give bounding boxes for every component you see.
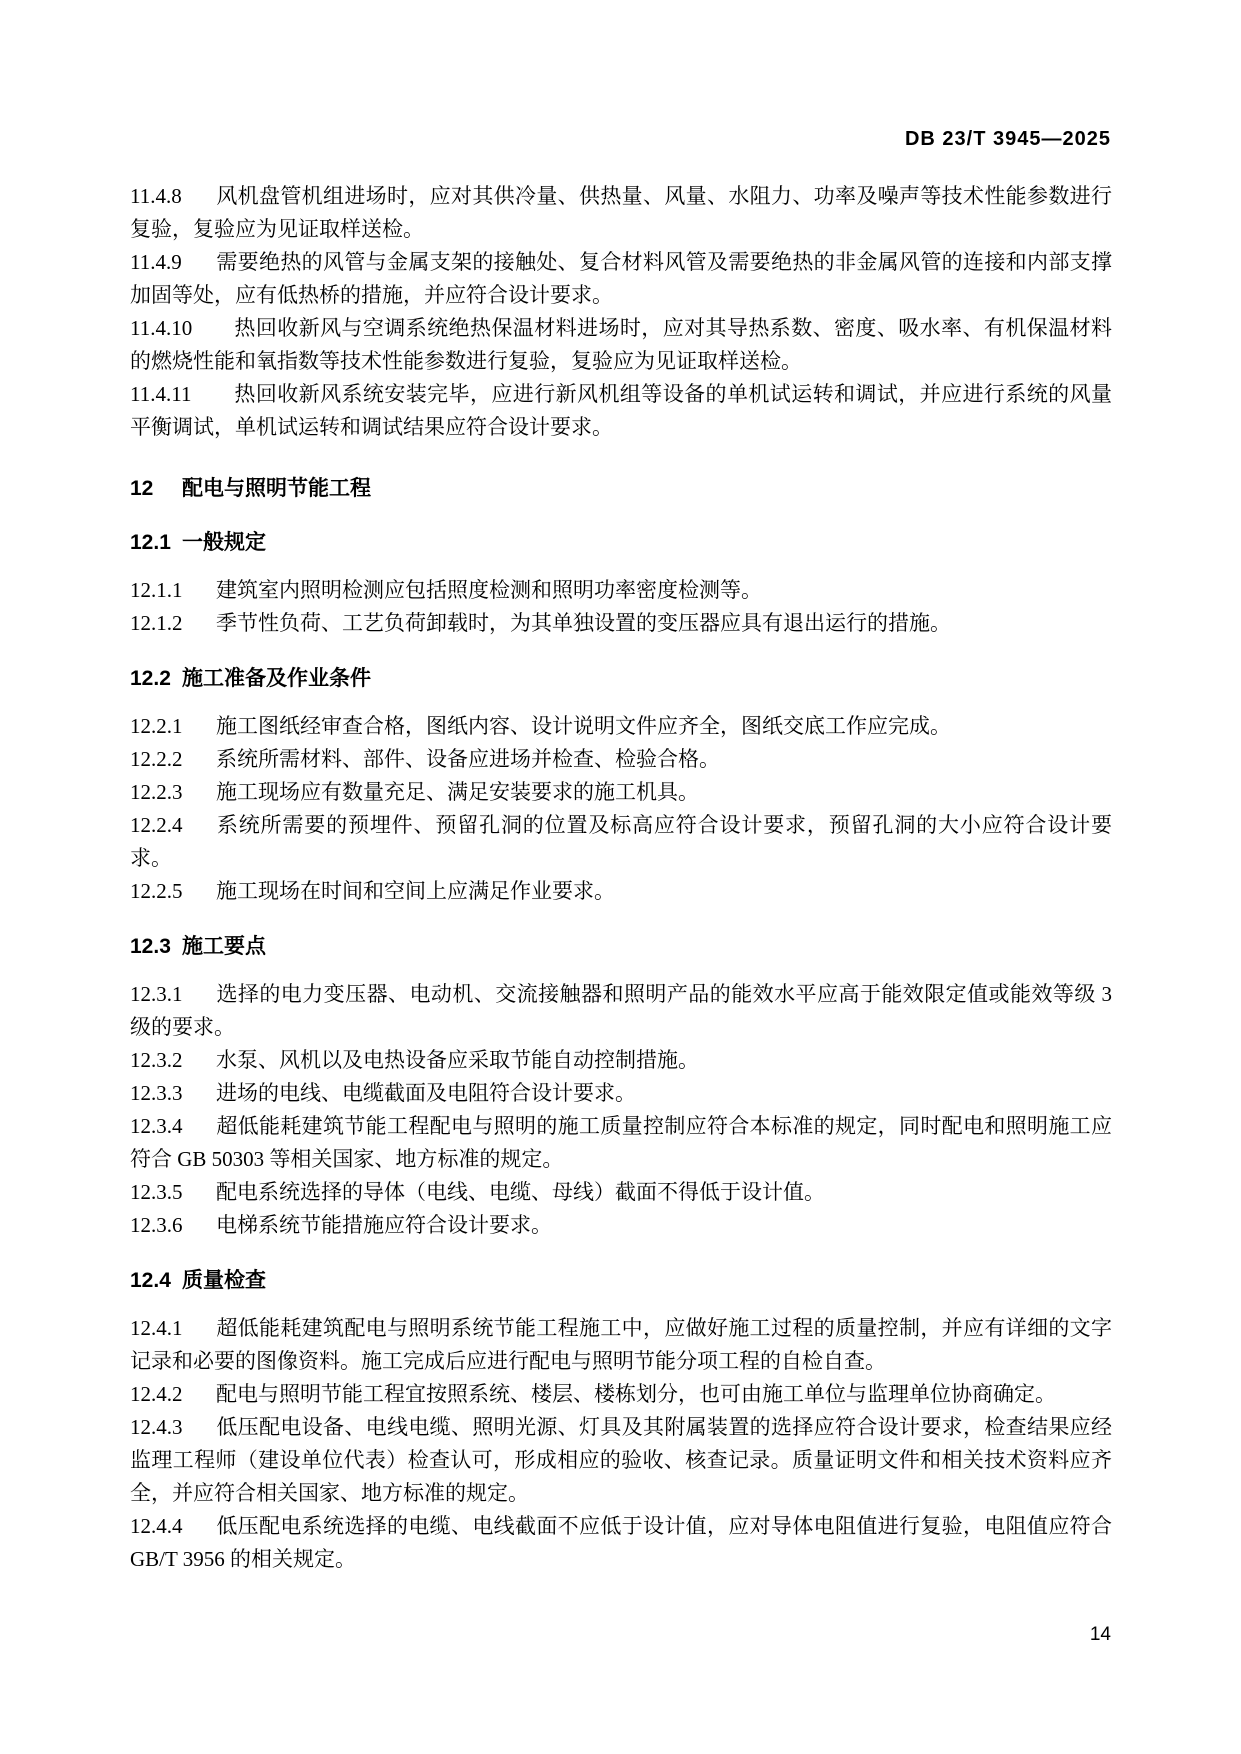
subsection-title: 施工准备及作业条件 <box>182 667 371 690</box>
clause-number: 11.4.10 <box>130 316 193 340</box>
clause-number: 12.1.1 <box>130 578 183 602</box>
clause-12-2-5 <box>130 875 1112 908</box>
clause-text: 季节性负荷、工艺负荷卸载时，为其单独设置的变压器应具有退出运行的措施。 <box>216 611 951 635</box>
clause-number: 12.2.4 <box>130 813 183 837</box>
clause-12-2-3 <box>130 776 1112 809</box>
clause-number: 12.2.5 <box>130 879 183 903</box>
clause-12-3-3 <box>130 1077 1112 1110</box>
clause-12-1-1 <box>130 574 1112 607</box>
clause-number: 12.3.1 <box>130 982 183 1006</box>
clause-number: 12.4.4 <box>130 1514 183 1538</box>
subsection-number: 12.4 <box>130 1269 171 1292</box>
clause-text: 热回收新风与空调系统绝热保温材料进场时，应对其导热系数、密度、吸水率、有机保温材料的燃烧性能和氧指数等技术性能参数进行复验，复验应为见证取样送检。 <box>130 316 1112 373</box>
subsection-title: 一般规定 <box>182 531 266 554</box>
clause-number: 11.4.11 <box>130 382 192 406</box>
subsection-number: 12.2 <box>130 667 171 690</box>
clause-11-4-8 <box>130 180 1112 246</box>
clause-text: 施工图纸经审查合格，图纸内容、设计说明文件应齐全，图纸交底工作应完成。 <box>216 714 951 738</box>
clause-12-4-1 <box>130 1312 1112 1378</box>
subsection-number: 12.3 <box>130 935 171 958</box>
clause-text: 施工现场应有数量充足、满足安装要求的施工机具。 <box>216 780 699 804</box>
clause-number: 11.4.9 <box>130 250 182 274</box>
clause-12-3-2 <box>130 1044 1112 1077</box>
clause-11-4-11 <box>130 378 1112 444</box>
clause-text: 超低能耗建筑配电与照明系统节能工程施工中，应做好施工过程的质量控制，并应有详细的文字记录和必要的图像资料。施工完成后应进行配电与照明节能分项工程的自检自查。 <box>130 1316 1112 1373</box>
clause-12-2-4 <box>130 809 1112 875</box>
page-header-standard-code: DB 23/T 3945—2025 <box>904 128 1111 150</box>
clause-12-3-6 <box>130 1209 1112 1242</box>
clause-12-3-5 <box>130 1176 1112 1209</box>
clause-12-2-1 <box>130 710 1112 743</box>
clause-number: 12.2.1 <box>130 714 183 738</box>
clause-text: 施工现场在时间和空间上应满足作业要求。 <box>216 879 615 903</box>
section-title: 配电与照明节能工程 <box>182 477 371 500</box>
clause-number: 12.3.6 <box>130 1213 183 1237</box>
clause-number: 12.1.2 <box>130 611 183 635</box>
subsection-title: 施工要点 <box>182 935 266 958</box>
section-heading-12 <box>130 474 1112 504</box>
clause-number: 12.4.2 <box>130 1382 183 1406</box>
clause-12-3-1 <box>130 978 1112 1044</box>
clause-text: 风机盘管机组进场时，应对其供冷量、供热量、风量、水阻力、功率及噪声等技术性能参数进行复验，复验应为见证取样送检。 <box>130 184 1112 241</box>
clause-12-2-2 <box>130 743 1112 776</box>
clause-text: 系统所需材料、部件、设备应进场并检查、检验合格。 <box>216 747 720 771</box>
clause-number: 12.3.2 <box>130 1048 183 1072</box>
clause-number: 12.3.3 <box>130 1081 183 1105</box>
clause-number: 12.2.2 <box>130 747 183 771</box>
clause-text: 超低能耗建筑节能工程配电与照明的施工质量控制应符合本标准的规定，同时配电和照明施工应符合 GB 50303 等相关国家、地方标准的规定。 <box>130 1114 1112 1171</box>
clause-12-3-4 <box>130 1110 1112 1176</box>
clause-number: 11.4.8 <box>130 184 182 208</box>
clause-text: 进场的电线、电缆截面及电阻符合设计要求。 <box>216 1081 636 1105</box>
subsection-heading-12-1 <box>130 528 1112 558</box>
clause-text: 配电与照明节能工程宜按照系统、楼层、楼栋划分，也可由施工单位与监理单位协商确定。 <box>216 1382 1056 1406</box>
clause-text: 建筑室内照明检测应包括照度检测和照明功率密度检测等。 <box>216 578 762 602</box>
subsection-title: 质量检查 <box>182 1269 266 1292</box>
document-body <box>130 180 1112 1576</box>
clause-number: 12.4.3 <box>130 1415 183 1439</box>
clause-text: 配电系统选择的导体（电线、电缆、母线）截面不得低于设计值。 <box>216 1180 825 1204</box>
clause-text: 水泵、风机以及电热设备应采取节能自动控制措施。 <box>216 1048 699 1072</box>
clause-number: 12.3.5 <box>130 1180 183 1204</box>
clause-text: 热回收新风系统安装完毕，应进行新风机组等设备的单机试运转和调试，并应进行系统的风量平衡调试，单机试运转和调试结果应符合设计要求。 <box>130 382 1112 439</box>
clause-12-1-2 <box>130 607 1112 640</box>
subsection-heading-12-3 <box>130 932 1112 962</box>
section-number: 12 <box>130 477 154 500</box>
clause-text: 电梯系统节能措施应符合设计要求。 <box>216 1213 552 1237</box>
subsection-heading-12-4 <box>130 1266 1112 1296</box>
clause-text: 系统所需要的预埋件、预留孔洞的位置及标高应符合设计要求，预留孔洞的大小应符合设计要求。 <box>130 813 1112 870</box>
clause-number: 12.4.1 <box>130 1316 183 1340</box>
clause-text: 选择的电力变压器、电动机、交流接触器和照明产品的能效水平应高于能效限定值或能效等级 3 级的要求。 <box>130 982 1112 1039</box>
clause-12-4-4 <box>130 1510 1112 1576</box>
clause-11-4-10 <box>130 312 1112 378</box>
clause-12-4-3 <box>130 1411 1112 1510</box>
page-number: 14 <box>1089 1624 1111 1645</box>
clause-number: 12.3.4 <box>130 1114 183 1138</box>
subsection-number: 12.1 <box>130 531 171 554</box>
clause-12-4-2 <box>130 1378 1112 1411</box>
clause-text: 需要绝热的风管与金属支架的接触处、复合材料风管及需要绝热的非金属风管的连接和内部支撑加固等处，应有低热桥的措施，并应符合设计要求。 <box>130 250 1112 307</box>
clause-11-4-9 <box>130 246 1112 312</box>
subsection-heading-12-2 <box>130 664 1112 694</box>
clause-text: 低压配电设备、电线电缆、照明光源、灯具及其附属装置的选择应符合设计要求，检查结果应经监理工程师（建设单位代表）检查认可，形成相应的验收、核查记录。质量证明文件和相关技术资料应齐全，并应符合相关国家、地方标准的规定。 <box>130 1415 1112 1505</box>
clause-text: 低压配电系统选择的电缆、电线截面不应低于设计值，应对导体电阻值进行复验，电阻值应符合 GB/T 3956 的相关规定。 <box>130 1514 1112 1571</box>
clause-number: 12.2.3 <box>130 780 183 804</box>
